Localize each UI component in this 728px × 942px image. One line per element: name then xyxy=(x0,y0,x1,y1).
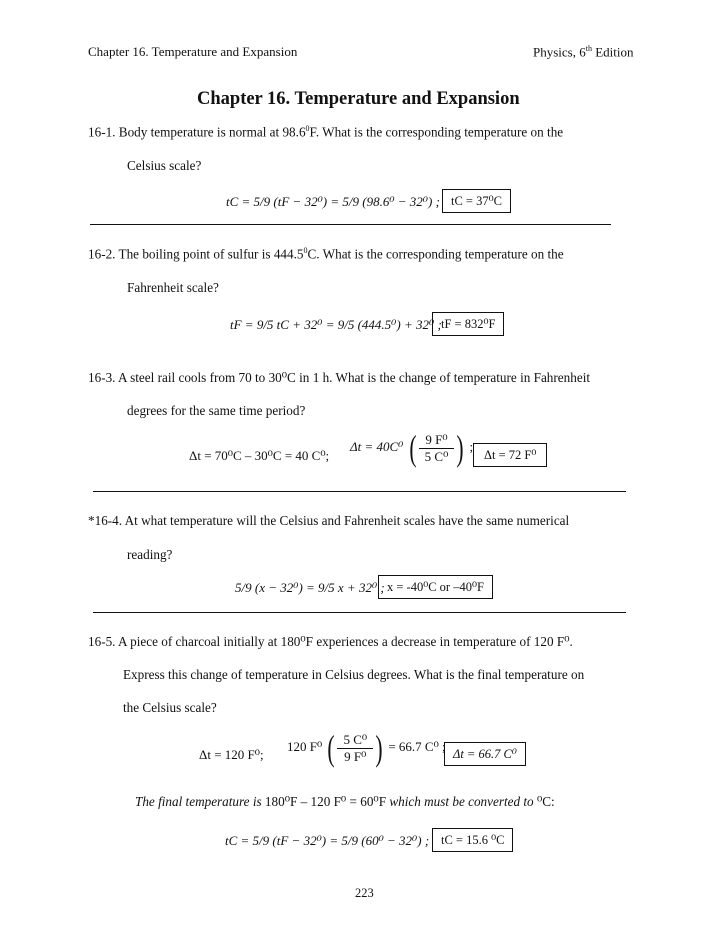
problem-16-4-answer: x = -40⁰C or –40⁰F xyxy=(378,575,493,599)
problem-16-3-answer: Δt = 72 F⁰ xyxy=(473,443,547,467)
problem-16-5-line2: Express this change of temperature in Celsius degrees. What is the final temperature on xyxy=(123,667,585,682)
p2-q-b: C. What is the corresponding temperature on the xyxy=(307,246,564,262)
p2-q-a: 16-2. The boiling point of sulfur is 444.5 xyxy=(88,246,304,262)
divider-rule-3 xyxy=(93,612,626,613)
p3-eq-end: ; xyxy=(469,438,474,454)
p5-eq-b-text: 120 F⁰ xyxy=(287,738,323,754)
page-title: Chapter 16. Temperature and Expansion xyxy=(197,89,520,109)
right-paren: ) xyxy=(456,428,464,468)
page-number: 223 xyxy=(355,886,374,900)
p5-fraction xyxy=(337,732,373,765)
p5-note-a: The final temperature is xyxy=(135,794,262,809)
edition-text: Physics, 6 xyxy=(533,44,586,60)
problem-16-2-text xyxy=(88,246,564,262)
p5-note-d: ⁰C: xyxy=(533,794,555,809)
p2-q-sup: 0 xyxy=(303,246,308,255)
p5-frac-den: 9 F⁰ xyxy=(344,748,367,764)
p3-frac-num: 9 F⁰ xyxy=(419,432,455,449)
problem-16-5-answer: Δt = 66.7 C⁰ xyxy=(444,742,526,766)
p5-note-c: which must be converted to xyxy=(389,794,534,809)
running-header-right xyxy=(533,44,634,60)
edition-suffix: Edition xyxy=(591,44,634,60)
problem-16-4-equation: 5/9 (x − 32⁰) = 9/5 x + 32⁰ ; xyxy=(235,580,385,595)
problem-16-2-equation: tF = 9/5 tC + 32⁰ = 9/5 (444.5⁰) + 32⁰ ; xyxy=(230,317,442,332)
problem-16-3-equation-a: Δt = 70⁰C – 30⁰C = 40 C⁰; xyxy=(189,448,330,463)
p1-q-b: F. What is the corresponding temperature on the xyxy=(309,124,564,140)
running-header-left: Chapter 16. Temperature and Expansion xyxy=(88,44,298,59)
problem-16-5-note xyxy=(135,794,555,810)
divider-rule-2 xyxy=(93,491,626,492)
p5-note-b: 180⁰F – 120 F⁰ = 60⁰F xyxy=(261,794,390,809)
p3-eq-b-text: Δt = 40C⁰ xyxy=(350,438,404,454)
problem-16-4-line2: reading? xyxy=(127,547,173,562)
p5-frac-num: 5 C⁰ xyxy=(337,732,373,749)
problem-16-5-text: 16-5. A piece of charcoal initially at 180⁰F experiences a decrease in temperature of 120 F⁰. xyxy=(88,634,573,649)
problem-16-3-line2: degrees for the same time period? xyxy=(127,403,306,418)
problem-16-1-answer: tC = 37⁰C xyxy=(442,189,511,213)
p5-eq-c: = 66.7 C⁰ ; xyxy=(388,738,446,754)
problem-16-1-line2: Celsius scale? xyxy=(127,158,202,173)
problem-16-5-equation-2: tC = 5/9 (tF − 32⁰) = 5/9 (60⁰ − 32⁰) ; xyxy=(225,833,430,848)
problem-16-5-equation-b xyxy=(287,730,446,766)
problem-16-5-answer-2: tC = 15.6 ⁰C xyxy=(432,828,513,852)
edition-sup: th xyxy=(585,44,592,53)
problem-16-1-text xyxy=(88,124,563,140)
p3-fraction xyxy=(419,432,455,465)
problem-16-5-line3: the Celsius scale? xyxy=(123,700,217,715)
divider-rule-1 xyxy=(90,224,611,225)
problem-16-1-equation: tC = 5/9 (tF − 32⁰) = 5/9 (98.6⁰ − 32⁰) ; xyxy=(226,194,440,209)
p1-q-a: 16-1. Body temperature is normal at 98.6 xyxy=(88,124,306,140)
problem-16-3-text: 16-3. A steel rail cools from 70 to 30⁰C in 1 h. What is the change of temperature in Fahrenheit xyxy=(88,370,591,385)
p1-q-sup: 0 xyxy=(305,124,310,133)
p3-frac-den: 5 C⁰ xyxy=(424,448,449,464)
problem-16-5-equation-a: Δt = 120 F⁰; xyxy=(199,747,264,762)
left-paren: ( xyxy=(409,428,417,468)
problem-16-2-answer: tF = 832⁰F xyxy=(432,312,504,336)
left-paren: ( xyxy=(327,728,336,768)
right-paren: ) xyxy=(375,728,383,768)
problem-16-3-equation-b xyxy=(350,430,473,466)
problem-16-4-text: *16-4. At what temperature will the Celsius and Fahrenheit scales have the same numerical xyxy=(88,513,570,528)
problem-16-2-line2: Fahrenheit scale? xyxy=(127,280,219,295)
